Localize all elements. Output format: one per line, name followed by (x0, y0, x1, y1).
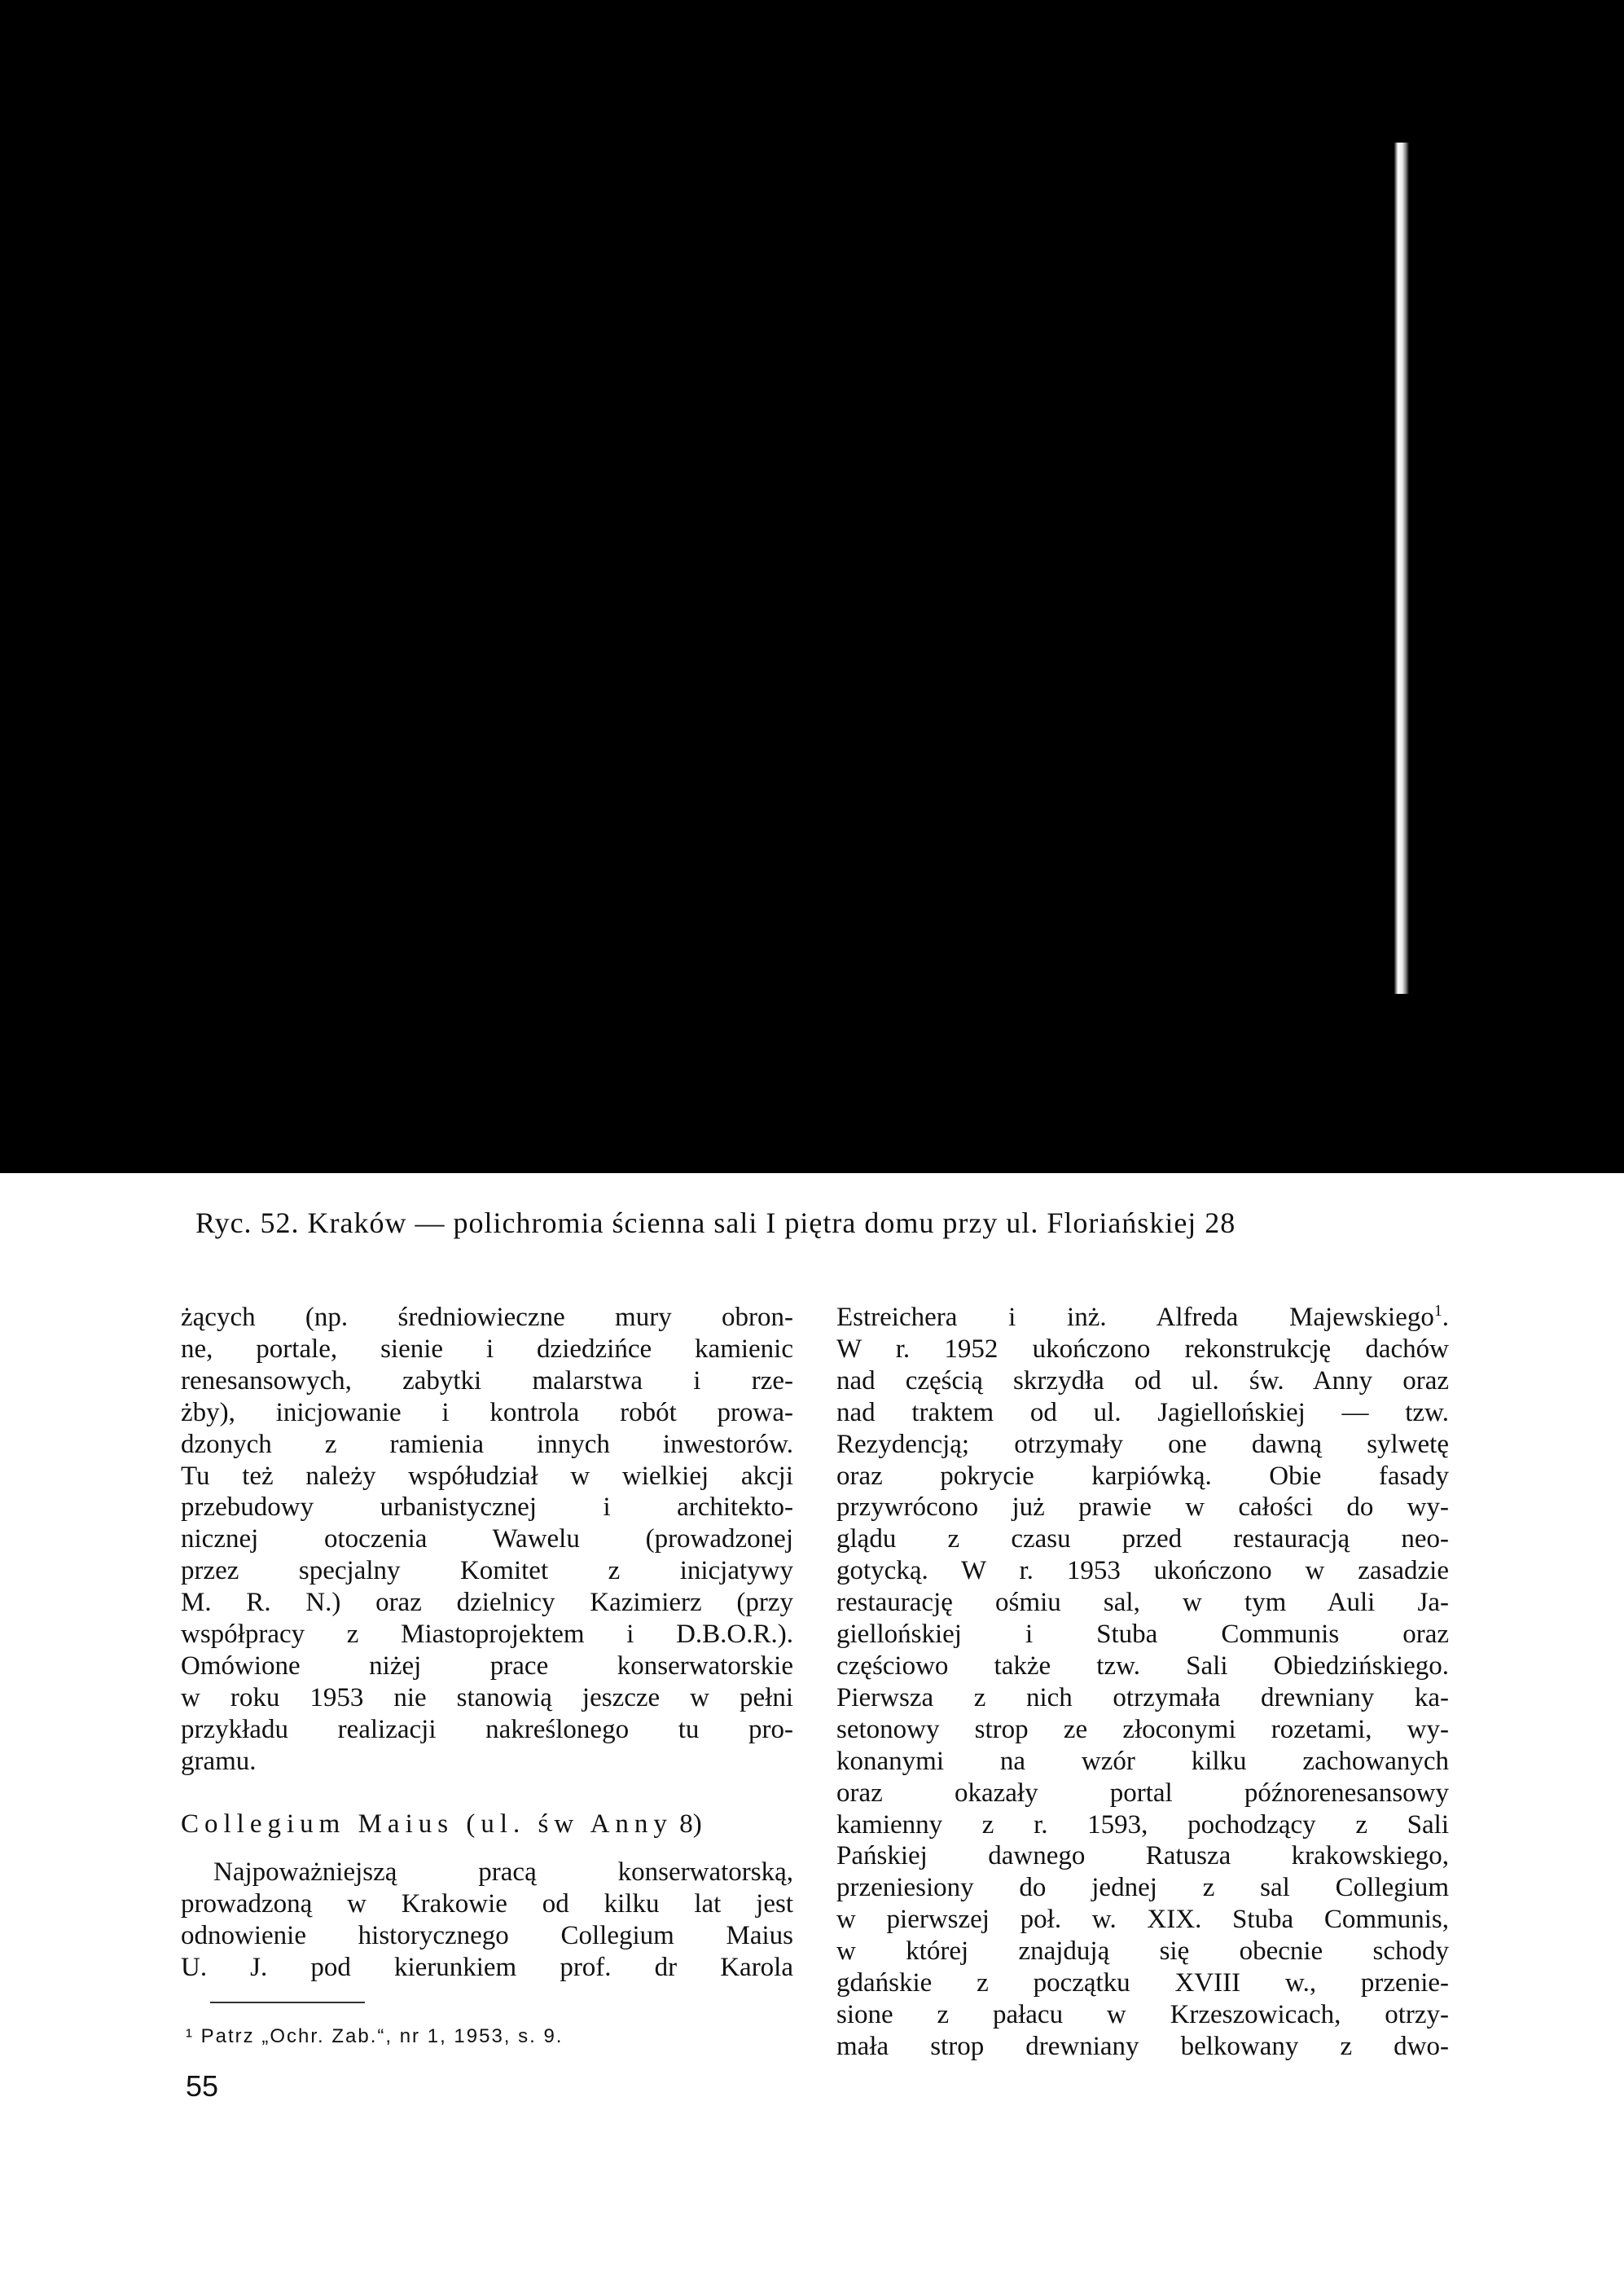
right-paragraph-line: Pierwsza z nich otrzymała drewniany ka- (836, 1682, 1449, 1712)
right-paragraph-line: w pierwszej poł. w. XIX. Stuba Communis, (836, 1905, 1449, 1935)
right-paragraph-line: kamienny z r. 1593, pochodzący z Sali (836, 1809, 1449, 1840)
left-paragraph-1-line: nicznej otoczenia Wawelu (prowadzonej (181, 1524, 793, 1554)
right-paragraph-line: częściowo także tzw. Sali Obiedzińskiego. (836, 1651, 1449, 1681)
section-heading-tail: 8) (672, 1809, 702, 1840)
left-paragraph-1-line: Tu też należy współudział w wielkiej akcji (181, 1461, 793, 1491)
left-paragraph-1-line: dzonych z ramienia innych inwestorów. (181, 1429, 793, 1459)
left-paragraph-2-line: Najpoważniejszą pracą konserwatorską, (213, 1857, 793, 1888)
right-paragraph-line: nad traktem od ul. Jagiellońskiej — tzw. (836, 1397, 1449, 1427)
right-paragraph-line: oraz okazały portal późnorenesansowy (836, 1778, 1449, 1808)
right-paragraph (836, 1334, 1449, 2063)
section-heading-spaced: Collegium Maius (ul. św Anny (181, 1809, 673, 1840)
left-paragraph-1-line: żby), inicjowanie i kontrola robót prowa- (181, 1397, 793, 1427)
left-paragraph-1-line: przebudowy urbanistycznej i architekto- (181, 1492, 793, 1523)
right-paragraph-line: sione z pałacu w Krzeszowicach, otrzy- (836, 1999, 1449, 2029)
photograph-edge-highlight (1394, 143, 1409, 994)
right-paragraph-line: oraz pokrycie karpiówką. Obie fasady (836, 1461, 1449, 1491)
footnote-rule (210, 2002, 365, 2003)
right-first-line-text: Estreichera i inż. Alfreda Majewskiego (836, 1303, 1434, 1332)
figure-caption: Ryc. 52. Kraków — polichromia ścienna sali I piętra domu przy ul. Floriańskiej 28 (195, 1207, 1236, 1239)
right-paragraph-line: przeniesiony do jednej z sal Collegium (836, 1873, 1449, 1903)
right-paragraph-line: setonowy strop ze złoconymi rozetami, wy- (836, 1714, 1449, 1744)
left-paragraph-2-line: odnowienie historycznego Collegium Maius (181, 1921, 793, 1951)
left-paragraph-1-line: żących (np. średniowieczne mury obron- (181, 1303, 793, 1332)
left-paragraph-2 (181, 1857, 793, 1984)
right-first-line (836, 1302, 1449, 1334)
right-paragraph-line: nad częścią skrzydła od ul. św. Anny oraz (836, 1365, 1449, 1396)
right-paragraph-line: gotycką. W r. 1953 ukończono w zasadzie (836, 1556, 1449, 1586)
left-paragraph-1-line: współpracy z Miastoprojektem i D.B.O.R.). (181, 1620, 793, 1650)
left-paragraph-1-line: ne, portale, sienie i dziedzińce kamienic (181, 1334, 793, 1364)
left-paragraph-1-line: Omówione niżej prace konserwatorskie (181, 1651, 793, 1681)
section-heading (181, 1809, 793, 1840)
right-paragraph-line: Pańskiej dawnego Ratusza krakowskiego, (836, 1841, 1449, 1871)
right-paragraph-line: restaurację ośmiu sal, w tym Auli Ja- (836, 1588, 1449, 1618)
paragraph-gap (181, 1840, 793, 1857)
left-paragraph-1-line: gramu. (181, 1746, 257, 1776)
right-paragraph-line: giellońskiej i Stuba Communis oraz (836, 1620, 1449, 1650)
right-paragraph-line: Rezydencją; otrzymały one dawną sylwetę (836, 1429, 1449, 1459)
left-paragraph-1-line: przykładu realizacji nakreślonego tu pro- (181, 1714, 793, 1744)
left-paragraph-1 (181, 1302, 793, 1778)
left-paragraph-1-line: M. R. N.) oraz dzielnicy Kazimierz (przy (181, 1588, 793, 1618)
right-paragraph-line: W r. 1952 ukończono rekonstrukcję dachów (836, 1334, 1449, 1364)
right-paragraph-line: w której znajdują się obecnie schody (836, 1936, 1449, 1967)
right-paragraph-line: glądu z czasu przed restauracją neo- (836, 1524, 1449, 1554)
right-paragraph-line: mała strop drewniany belkowany z dwo- (836, 2031, 1449, 2061)
footnote-marker: 1 (1433, 1302, 1442, 1320)
left-paragraph-2-line: U. J. pod kierunkiem prof. dr Karola (181, 1953, 793, 1983)
page-number: 55 (186, 2069, 219, 2103)
left-text-column (181, 1302, 793, 2053)
right-first-line-end: . (1442, 1303, 1449, 1332)
right-paragraph-line: gdańskie z początku XVIII w., przenie- (836, 1968, 1449, 1998)
right-text-column (836, 1302, 1449, 2063)
right-paragraph-line: konanymi na wzór kilku zachowanych (836, 1746, 1449, 1776)
left-paragraph-2-line: prowadzoną w Krakowie od kilku lat jest (181, 1889, 793, 1919)
left-paragraph-1-line: przez specjalny Komitet z inicjatywy (181, 1556, 793, 1586)
footnote: ¹ Patrz „Ochr. Zab.“, nr 1, 1953, s. 9. (186, 2025, 564, 2048)
left-paragraph-1-line: w roku 1953 nie stanowią jeszcze w pełni (181, 1682, 793, 1712)
paragraph-gap (181, 1778, 793, 1809)
right-paragraph-line: przywrócono już prawie w całości do wy- (836, 1492, 1449, 1523)
left-paragraph-1-line: renesansowych, zabytki malarstwa i rze- (181, 1365, 793, 1396)
